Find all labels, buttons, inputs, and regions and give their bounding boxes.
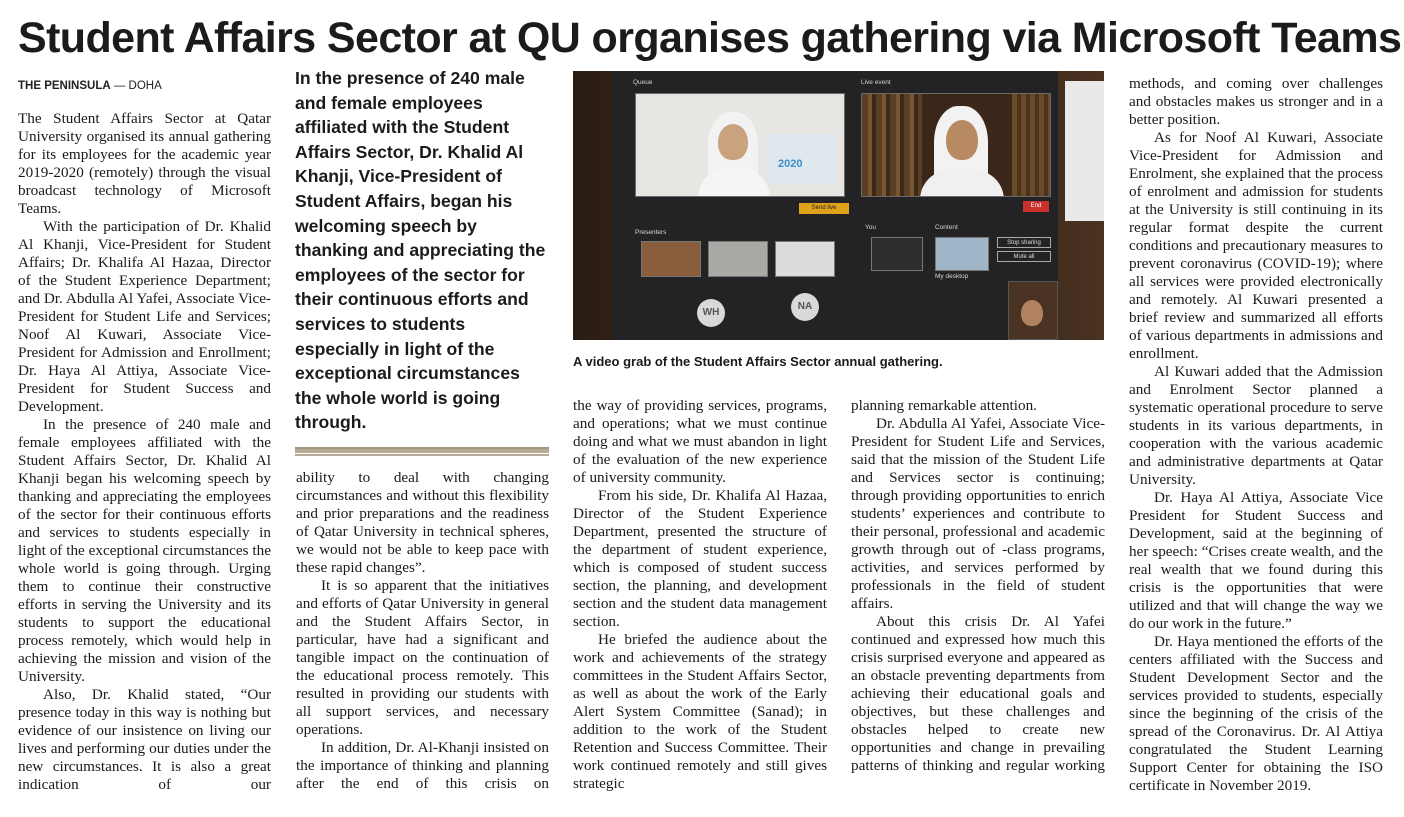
paragraph: Dr. Abdulla Al Yafei, Associate Vice-President for Student Life and Services, said that the mission of the Student Life and Services sector is continuing; through providing opportunities to enrich students’ experiences and contribute to their personal, professional and academic growth through out of -class programs, activities, and services performed by professionals in the field of student affairs. [851, 415, 1105, 612]
article-column-2 [296, 469, 549, 810]
presenter-thumb [641, 241, 701, 277]
presenters-label: Presenters [635, 229, 667, 236]
photo-caption: A video grab of the Student Affairs Sector annual gathering. [573, 354, 943, 369]
content-thumb [935, 237, 989, 271]
paragraph: The Student Affairs Sector at Qatar University organised its annual gathering for its employees for the academic year 2019-2020 (remotely) through the visual broadcast technology of Microsoft Teams. [18, 110, 271, 217]
article-headline: Student Affairs Sector at QU organises gathering via Microsoft Teams [18, 14, 1402, 62]
speaker-face [718, 124, 748, 160]
queue-label: Queue [633, 79, 653, 86]
paragraph: In the presence of 240 male and female employees affiliated with the Student Affairs Sector, Dr. Khalid Al Khanji began his welcoming speech by thanking and appreciating the employees of the sector for their continuous efforts and services to students especially in light of the exceptional circumstances the whole world is going through. Urging them to continue their constructive efforts in serving the University and its students to support the educational process remotely, which would help in achieving the mission and vision of the University. [18, 416, 271, 685]
queue-video-tile [635, 93, 845, 197]
content-label: Content [935, 224, 958, 231]
article-column-3 [573, 397, 827, 810]
paragraph: With the participation of Dr. Khalid Al Khanji, Vice-President for Student Affairs; Dr. Khalifa Al Hazaa, Director of the Student Experience Department; and Dr. Abdulla Al Yafei, Associate Vice-President for Student Life and Services; Noof Al Kuwari, Associate Vice-President for Admission and Enrollment; Dr. Haya Al Attiya, Associate Vice-President for Student Success and Development. [18, 218, 271, 415]
mute-all-button[interactable]: Mute all [997, 251, 1051, 262]
paragraph: In addition, Dr. Al-Khanji insisted on the importance of thinking and planning after the end of this crisis on [296, 739, 549, 792]
byline-separator: — [110, 80, 129, 92]
paragraph: the way of providing services, programs, and operations; what we must continue doing and what we must abandon in light of the evaluation of the new experience of university community. [573, 397, 827, 486]
byline-paper: THE PENINSULA [18, 80, 111, 92]
you-thumb [871, 237, 923, 271]
pull-quote-divider [295, 447, 549, 456]
presenter-thumb [708, 241, 768, 277]
pull-quote: In the presence of 240 male and female employees affiliated with the Student Affairs Sector, Dr. Khalid Al Khanji, Vice-President of Student Affairs, began his welcoming speech by thanking and appreciating the employees of the sector for their continuous efforts and services to students especially in light of the exceptional circumstances the whole world is going through. [295, 68, 546, 433]
live-event-label: Live event [861, 79, 891, 86]
paragraph: From his side, Dr. Khalifa Al Hazaa, Director of the Student Experience Department, presented the structure of the department of student experience, which is composed of student success section, the planning, and development section and the student data management section. [573, 487, 827, 630]
paragraph: ability to deal with changing circumstances and without this flexibility and prior preparations and the readiness of Qatar University in technical spheres, we would not be able to keep pace with these rapid changes”. [296, 469, 549, 576]
stop-sharing-button[interactable]: Stop sharing [997, 237, 1051, 248]
year-graphic: 2020 [778, 158, 803, 170]
self-face [1021, 300, 1043, 326]
presenter-avatar: WH [697, 299, 725, 327]
self-view-popup [1008, 281, 1058, 340]
right-panel [1065, 81, 1104, 221]
byline [18, 78, 278, 94]
live-video-tile [861, 93, 1051, 197]
speaker-thobe [920, 170, 1004, 197]
paragraph: Dr. Haya mentioned the efforts of the centers affiliated with the Success and Student Development Sector and the services provided to students, especially since the beginning of the crisis of the spread of the Coronavirus. Dr. Al Attiya congratulated the Student Learning Support Center for obtaining the ISO certificate in November 2019. [1129, 633, 1383, 794]
paragraph: About this crisis Dr. Al Yafei continued and expressed how much this crisis surprised everyone and appeared as an obstacle preventing departments from achieving their educational goals and objectives, but these challenges and obstacles helped to create new opportunities and change in prevailing patterns of thinking and regular working [851, 613, 1105, 774]
paragraph: He briefed the audience about the work and achievements of the strategy committees in the Student Affairs Sector, as well as about the work of the Early Alert System Committee (Sanad); in addition to the work of the Student Retention and Success Committee. Their work continued remotely and still gives strategic [573, 631, 827, 792]
paragraph: As for Noof Al Kuwari, Associate Vice-President for Admission and Enrolment, she explained that the process of enrolment and admission for students at the University is still continuing in its regular format despite the current conditions and precautionary measures to prevent coronavirus (COVID-19); where all services were provided electronically and remotely. Al Kuwari presented a brief review and summarized all efforts of various departments in admissions and enrollment. [1129, 129, 1383, 362]
teams-screen [613, 71, 1058, 340]
article-column-4 [851, 397, 1105, 810]
shelf-books [862, 94, 922, 197]
paragraph: planning remarkable attention. [851, 397, 1037, 414]
end-button[interactable]: End [1023, 201, 1049, 212]
my-desktop-label: My desktop [935, 273, 969, 280]
presenter-thumb [775, 241, 835, 277]
presenter-avatar: NA [791, 293, 819, 321]
paragraph: methods, and coming over challenges and obstacles makes us stronger and in a better position. [1129, 75, 1383, 128]
shelf-books-right [1012, 94, 1051, 197]
you-label: You [865, 224, 876, 231]
paragraph: Dr. Haya Al Attiya, Associate Vice President for Student Success and Development, said at the beginning of her speech: “Crises create wealth, and the real wealth that we found during this crisis is the opportunities that were utilized and that will change the way we do our work in the future.” [1129, 489, 1383, 632]
send-live-button[interactable]: Send live [799, 203, 849, 214]
paragraph: Al Kuwari added that the Admission and Enrolment Sector planned a systematic operational procedure to serve students in its various departments, in cooperation with the various academic and administrative departments at Qatar University. [1129, 363, 1383, 488]
article-column-5 [1129, 75, 1383, 810]
paragraph: It is so apparent that the initiatives and efforts of Qatar University in general and the Student Affairs Sector, in particular, have had a significant and tangible impact on the continuation of the educational process remotely. This resulted in providing our students with all support services, and necessary operations. [296, 577, 549, 738]
article-column-1 [18, 110, 271, 810]
speaker-face [946, 120, 978, 160]
paragraph: Also, Dr. Khalid stated, “Our presence today in this way is nothing but evidence of our insistence on living our lives and performing our duties under the new circumstances. It is also a great indication of our [18, 686, 271, 793]
video-grab-photo [573, 71, 1104, 340]
byline-place: DOHA [128, 80, 162, 92]
